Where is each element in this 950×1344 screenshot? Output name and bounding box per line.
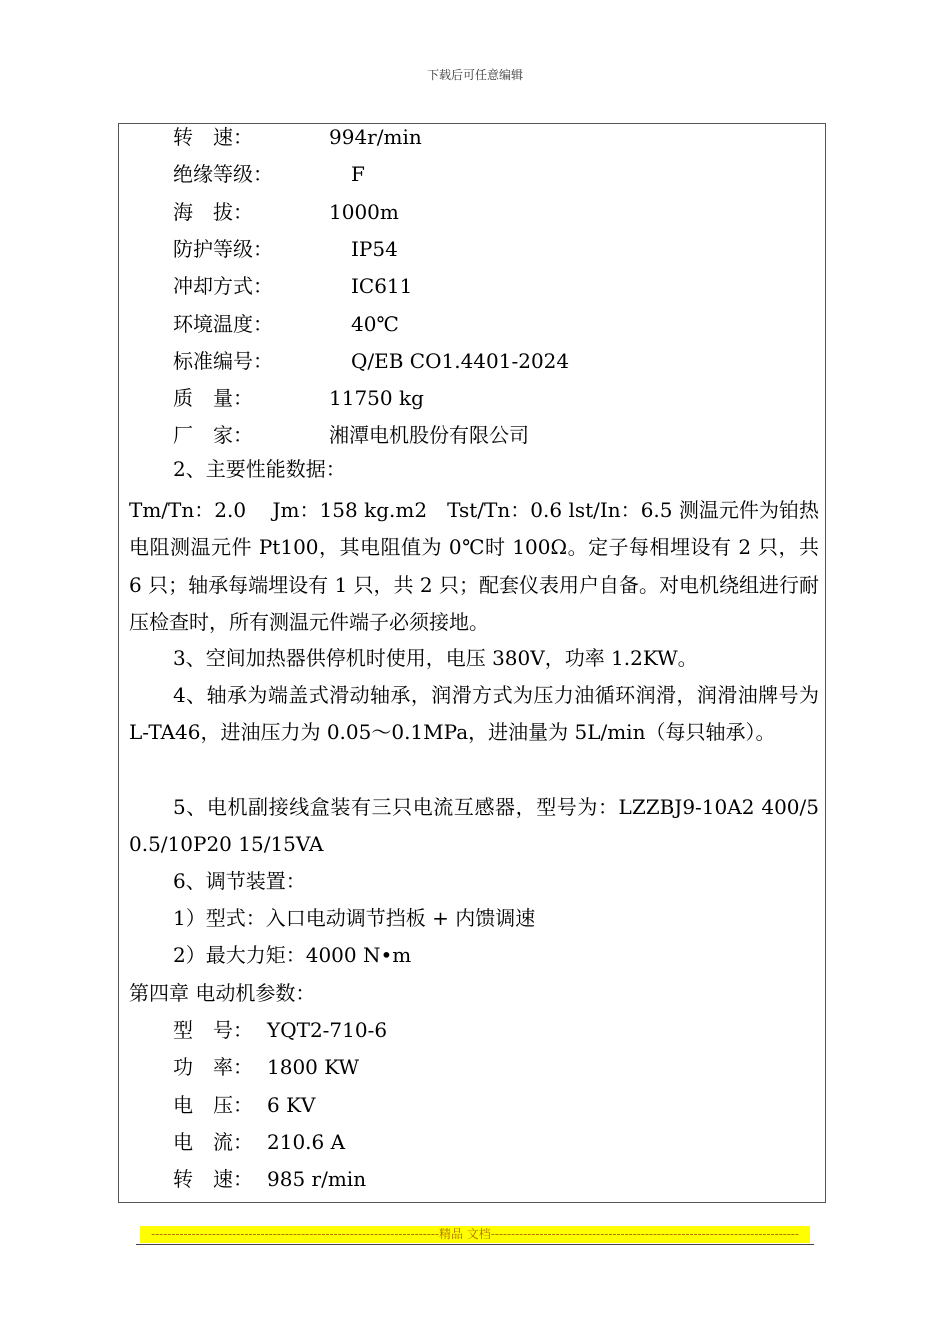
spec-label: 功 率：: [173, 1055, 253, 1080]
spec-value: IC611: [351, 274, 413, 299]
section-6-item-1: 1）型式：入口电动调节挡板 + 内馈调速: [173, 906, 536, 930]
spec-value: 994r/min: [329, 125, 422, 149]
spec-label: 质 量：: [173, 386, 253, 411]
spec-label: 电 压：: [173, 1092, 253, 1117]
spec-value: 11750 kg: [329, 386, 424, 411]
spec-row: [173, 274, 773, 298]
content-frame: [118, 123, 826, 1203]
spec-value: IP54: [351, 236, 398, 261]
spec-row: [173, 1018, 773, 1042]
spec-value: 1800 KW: [267, 1055, 360, 1080]
spec-value: F: [351, 162, 365, 187]
spec-row: [173, 349, 773, 373]
spec-row: [173, 423, 773, 447]
spec-label: 厂 家：: [173, 423, 253, 448]
footer-banner: -----------------------------------------------------------------------精品 文档----------------------------------------------------------------------------: [140, 1226, 810, 1243]
footer-rule: [136, 1244, 814, 1245]
spec-label: 冲却方式：: [173, 274, 273, 299]
section-6-title: 6、调节装置：: [173, 869, 306, 893]
spec-label: 转 速：: [173, 1167, 253, 1192]
spec-label: 型 号：: [173, 1018, 253, 1042]
spec-value: YQT2-710-6: [267, 1018, 388, 1042]
spec-label: 海 拔：: [173, 199, 253, 224]
spec-value: 1000m: [329, 199, 399, 224]
spec-label: 绝缘等级：: [173, 162, 273, 187]
spec-label: 转 速：: [173, 125, 253, 149]
section-2-paragraph: Tm/Tn：2.0 Jm：158 kg.m2 Tst/Tn：0.6 lst/In：6.5 测温元件为铂热电阻测温元件 Pt100，其电阻值为 0℃时 100Ω。定子每相埋设有 2 只，共 6 只；轴承每端埋设有 1 只，共 2 只；配套仪表用户自备。对电机绕组进行耐压检查时，所有测温元件端子必须接地。: [129, 498, 819, 634]
spec-row: [173, 1130, 773, 1154]
section-5-paragraph: 5、电机副接线盒装有三只电流互感器，型号为：LZZBJ9-10A2 400/5 0.5/10P20 15/15VA: [129, 795, 819, 857]
spec-row: [173, 1055, 773, 1079]
spec-value: Q/EB CO1.4401-2024: [351, 348, 570, 373]
spec-value: 6 KV: [267, 1092, 316, 1117]
section-4-paragraph: 4、轴承为端盖式滑动轴承，润滑方式为压力油循环润滑，润滑油牌号为 L-TA46，进油压力为 0.05～0.1MPa，进油量为 5L/min（每只轴承）。: [129, 683, 819, 745]
spec-label: 标准编号：: [173, 348, 273, 373]
spec-row: [173, 312, 773, 336]
spec-row: [173, 162, 773, 186]
spec-row: [173, 1093, 773, 1117]
spec-label: 环境温度：: [173, 311, 273, 336]
spec-value: 湘潭电机股份有限公司: [329, 423, 529, 448]
chapter-4-title: 第四章 电动机参数：: [129, 981, 316, 1005]
spec-row: [173, 200, 773, 224]
spec-value: 40℃: [351, 311, 399, 336]
spec-row: [173, 125, 773, 149]
spec-value: 210.6 A: [267, 1129, 346, 1154]
spec-row: [173, 386, 773, 410]
spec-label: 防护等级：: [173, 236, 273, 261]
spec-label: 电 流：: [173, 1129, 253, 1154]
page-header: 下载后可任意编辑: [426, 68, 523, 82]
spec-row: [173, 237, 773, 261]
section-3-paragraph: 3、空间加热器供停机时使用，电压 380V，功率 1.2KW。: [173, 646, 698, 670]
spec-value: 985 r/min: [267, 1167, 367, 1192]
section-6-item-2: 2）最大力矩：4000 N•m: [173, 943, 412, 967]
section-2-title: 2、主要性能数据：: [173, 457, 346, 481]
spec-row: [173, 1167, 773, 1191]
